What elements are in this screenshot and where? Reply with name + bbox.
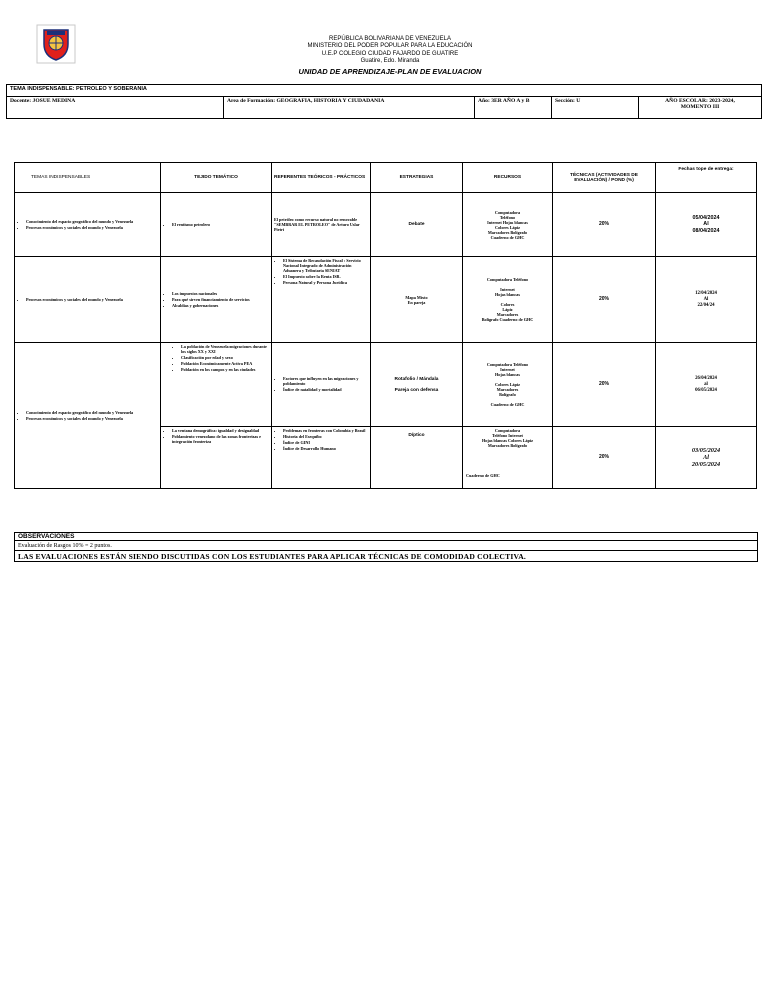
list-item: • Factores que influyen en las migraciones y poblamiento xyxy=(283,376,368,386)
observaciones-title: OBSERVACIONES xyxy=(15,533,758,541)
document-header xyxy=(240,36,540,75)
observaciones-comentario: LAS EVALUACIONES ESTÁN SIENDO DISCUTIDAS CON LOS ESTUDIANTES PARA APLICAR TÉCNICAS DE COMODIDAD COLECTIVA. xyxy=(15,551,758,562)
fecha-fin: 22/04/24 xyxy=(697,302,715,308)
list-item: • Problemas en fronteras con Colombia y Brasil xyxy=(283,428,368,433)
fecha-sep: Al xyxy=(703,296,709,302)
recursos-cell xyxy=(463,343,553,427)
estrategia-main: Rotafolio / Mándala xyxy=(394,376,439,382)
school-logo xyxy=(36,24,76,64)
estrategia-mode: Pareja con defensa xyxy=(394,387,439,393)
col-temas: TEMAS INDISPENSABLES xyxy=(15,163,161,193)
header-line-3: U.E.P COLEGIO CIUDAD FAJARDO DE GUATIRE xyxy=(321,50,459,57)
tejido-cell xyxy=(161,257,272,343)
recursos-note: Cuaderno de GHC xyxy=(466,473,500,478)
list-item: • Procesos económicos y sociales del mundo y Venezuela xyxy=(26,416,158,421)
header-line-2: MINISTERIO DEL PODER POPULAR PARA LA EDUCACIÓN xyxy=(307,43,473,50)
recurso-item: Colores Lápiz xyxy=(495,224,520,230)
recurso-item: Colores Lápiz xyxy=(495,382,520,387)
recursos-cell xyxy=(463,427,553,489)
col-tejido: TEJIDO TEMÁTICO xyxy=(161,163,272,193)
referentes-cell xyxy=(272,343,371,427)
col-fecha: Fechas tope de entrega: xyxy=(656,163,757,193)
table-row xyxy=(15,343,757,427)
recurso-item: Colores xyxy=(500,302,515,307)
list-item: • Alcaldías y gobernaciones xyxy=(172,303,269,308)
anio: Año: 3ER AÑO A y B xyxy=(475,97,552,119)
temas-cell xyxy=(15,343,161,489)
estrategia-cell: Debate xyxy=(371,193,463,257)
tejido-cell xyxy=(161,193,272,257)
referentes-cell xyxy=(272,257,371,343)
fecha-inicio: 03/05/2024 xyxy=(691,447,721,454)
table-row xyxy=(15,193,757,257)
tema-indispensable: TEMA INDISPENSABLE: PETROLEO Y SOBERANIA xyxy=(7,85,762,97)
area-formacion: Area de Formación: GEOGRAFIA, HISTORIA Y CIUDADANIA xyxy=(224,97,475,119)
list-item: • Historia del Esequibo xyxy=(283,434,368,439)
info-table xyxy=(6,84,762,119)
estrategia-mode: En pareja xyxy=(407,299,426,305)
recurso-item: Internet xyxy=(500,367,515,372)
list-item: • Conocimiento del espacio geográfico del mundo y Venezuela xyxy=(26,219,158,224)
list-item: • Población en los campos y en las ciudades xyxy=(181,367,269,372)
list-item: • Los impuestos nacionales xyxy=(172,291,269,296)
anio-escolar-line2: MOMENTO III xyxy=(680,104,720,110)
pond-cell: 20% xyxy=(553,427,656,489)
recurso-item: Hojas blancas xyxy=(494,372,520,377)
recurso-item: Hojas blancas xyxy=(494,292,520,297)
anio-escolar xyxy=(639,97,762,119)
fecha-inicio: 05/04/2024 xyxy=(692,214,720,221)
estrategia-cell xyxy=(371,343,463,427)
col-referentes: REFERENTES TEÓRICOS - PRÁCTICOS xyxy=(272,163,371,193)
list-item: • El rentismo petrolero xyxy=(172,222,269,227)
recurso-item: Hojas blancas Colores Lápiz xyxy=(482,438,533,443)
list-item: • Índice de Desarrollo Humano xyxy=(283,446,368,451)
fecha-sep: Al xyxy=(703,454,709,461)
estrategia-main: Mapa Mixto xyxy=(405,294,428,300)
list-item: • Persona Natural y Persona Jurídica xyxy=(283,280,368,285)
recurso-item: Computadora xyxy=(494,428,521,433)
table-header-row xyxy=(15,163,757,193)
estrategia-cell xyxy=(371,257,463,343)
recurso-item: Marcadores xyxy=(496,387,519,392)
evaluation-plan-table xyxy=(14,162,757,489)
col-estrategias: ESTRATEGIAS xyxy=(371,163,463,193)
pond-cell: 20% xyxy=(553,193,656,257)
fecha-inicio: 12/04/2024 xyxy=(695,290,717,296)
fecha-fin: 06/05/2024 xyxy=(695,387,717,393)
table-row xyxy=(15,257,757,343)
document-title: UNIDAD DE APRENDIZAJE-PLAN DE EVALUACION xyxy=(298,66,482,76)
seccion: Sección: U xyxy=(552,97,639,119)
temas-cell xyxy=(15,193,161,257)
header-line-4: Guatire, Edo. Miranda xyxy=(360,58,420,65)
referentes-cell xyxy=(272,427,371,489)
list-item: • Índice de GINI xyxy=(283,440,368,445)
list-item: • Procesos económicos y sociales del mundo y Venezuela xyxy=(26,225,158,230)
pond-cell: 20% xyxy=(553,343,656,427)
recurso-item: Cuaderno de GHC xyxy=(490,402,525,407)
recurso-item: Bolígrafo Cuaderno de GHC xyxy=(481,317,534,322)
list-item: • Conocimiento del espacio geográfico del mundo y Venezuela xyxy=(26,410,158,415)
recurso-item: Teléfono Internet xyxy=(492,433,523,438)
observaciones-table xyxy=(14,532,758,562)
tejido-cell xyxy=(161,427,272,489)
school-crest-icon xyxy=(36,24,76,64)
tejido-cell xyxy=(161,343,272,427)
pond-cell: 20% xyxy=(553,257,656,343)
fecha-fin: 08/04/2024 xyxy=(692,227,720,234)
recurso-item: Teléfono xyxy=(499,214,516,220)
estrategia-cell: Díptico xyxy=(371,427,463,489)
recurso-item: Computadora Teléfono xyxy=(486,277,529,282)
list-item: • Población Económicamente Activa PEA xyxy=(181,361,269,366)
recurso-item: Cuaderno de GHC xyxy=(490,234,525,240)
observaciones-puntos: Evaluación de Rasgos 10% = 2 puntos. xyxy=(15,541,758,551)
list-item: • Clasificación por edad y sexo xyxy=(181,355,269,360)
recurso-item: Internet xyxy=(500,287,515,292)
list-item: • La ventana demográfica: igualdad y desigualdad xyxy=(172,428,269,433)
anio-escolar-line1: AÑO ESCOLAR: 2023-2024, xyxy=(665,98,735,104)
header-line-1: REPÚBLICA BOLIVARIANA DE VENEZUELA xyxy=(329,36,451,42)
temas-cell xyxy=(15,257,161,343)
recurso-item: Computadora Teléfono xyxy=(486,362,529,367)
list-item: • Para qué sirven financiamiento de servicios xyxy=(172,297,269,302)
recurso-item: Marcadores Bolígrafo xyxy=(487,443,528,448)
list-item: • La población de Venezuela:migraciones durante los siglos XX y XXI xyxy=(181,344,269,354)
list-item: • El Impuesto sobre la Renta ISR. xyxy=(283,274,368,279)
recurso-item: Marcadores xyxy=(496,312,519,317)
recurso-item: Bolígrafo xyxy=(499,392,516,397)
referentes-cell: El petróleo como recurso natural no renovable "SEMBRAR EL PETROLEO" de Arturo Uslar Pietri xyxy=(272,193,371,257)
list-item: • Poblamiento venezolano de las zonas fronterizas e integración fronteriza xyxy=(172,434,269,444)
fecha-fin: 20/05/2024 xyxy=(691,461,721,468)
fecha-sep: al xyxy=(704,381,708,387)
list-item: • El Sistema de Recaudación Fiscal : Servicio Nacional Integrado de Administración Aduanera y Tributaria SENIAT xyxy=(283,258,368,273)
col-recursos: RECURSOS xyxy=(463,163,553,193)
recursos-cell xyxy=(463,193,553,257)
fecha-sep: Al xyxy=(703,221,709,228)
docente: Docente: JOSUE MEDINA xyxy=(7,97,224,119)
fecha-cell xyxy=(656,427,757,489)
fecha-cell xyxy=(656,193,757,257)
recurso-item: Marcadores Bolígrafo xyxy=(487,229,528,235)
recurso-item: Internet Hojas blancas xyxy=(487,219,528,225)
recurso-item: Lápiz xyxy=(502,307,513,312)
fecha-cell xyxy=(656,343,757,427)
col-tecnicas: TÉCNICAS (ACTIVIDADES DE EVALUACIÓN) / POND (%) xyxy=(553,163,656,193)
recurso-item: Computadora xyxy=(494,209,521,215)
list-item: • Índice de natalidad y mortalidad xyxy=(283,387,368,392)
list-item: • Procesos económicos y sociales del mundo y Venezuela xyxy=(26,297,158,302)
recursos-cell xyxy=(463,257,553,343)
fecha-cell xyxy=(656,257,757,343)
fecha-inicio: 26/04/2024 xyxy=(695,375,717,381)
